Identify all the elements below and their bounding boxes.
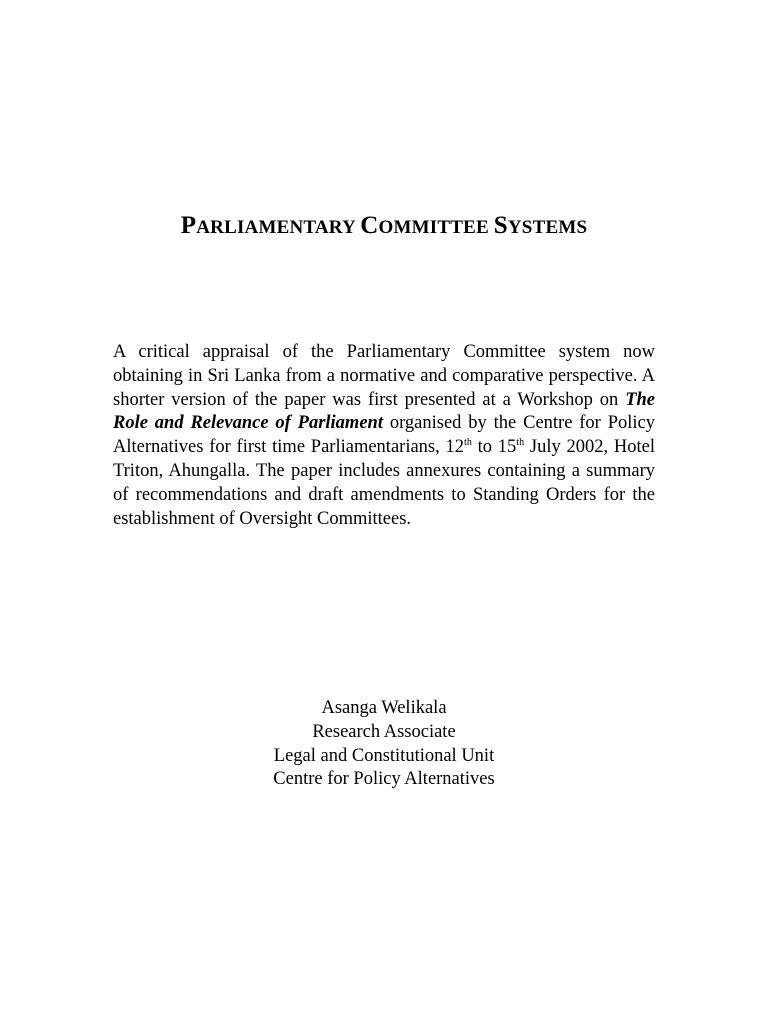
abstract-text: A critical appraisal of the Parliamentary Committee system now obtaining in Sri Lanka from a normative and comparative perspective. A shorter version of the paper was first presented at a Workshop on — [113, 342, 655, 410]
workshop-title: The Role and Relevance of Parliament — [113, 389, 655, 434]
title-initial: P — [180, 212, 197, 239]
author-name: Asanga Welikala — [321, 698, 447, 718]
document-title — [0, 212, 768, 240]
abstract-text: to 15 — [471, 437, 517, 458]
title-word: ARLIAMENTARY — [196, 217, 356, 238]
author-organisation: Centre for Policy Alternatives — [273, 769, 495, 790]
title-initial: S — [493, 212, 508, 239]
title-word: OMMITTEE — [378, 217, 489, 238]
author-position: Research Associate — [312, 721, 456, 742]
ordinal-suffix: th — [464, 437, 472, 449]
abstract-text: organised by the Centre for Policy Alternatives for first time Parliamentarians, 12 — [113, 413, 655, 458]
title-word: YSTEMS — [507, 217, 588, 238]
abstract-paragraph — [113, 341, 655, 531]
ordinal-suffix: th — [516, 437, 525, 449]
abstract-text: July 2002, Hotel Triton, Ahungalla. The paper includes annexures containing a summary of recommendations and draft amendments to Standing Orders for the establishment of Oversight Committees. — [113, 437, 656, 529]
author-unit: Legal and Constitutional Unit — [273, 745, 495, 766]
author-block — [0, 697, 768, 792]
title-initial: C — [360, 212, 379, 239]
